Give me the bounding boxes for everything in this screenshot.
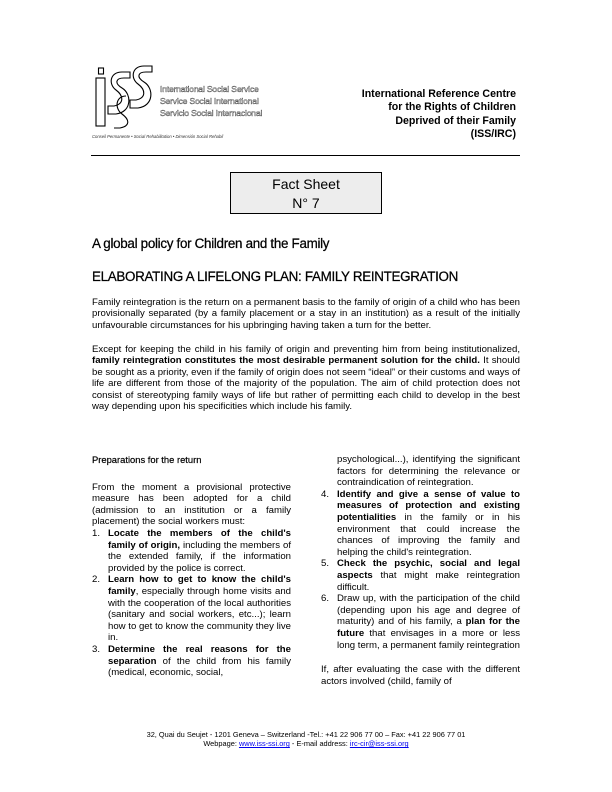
centre-line: Deprived of their Family xyxy=(395,114,516,127)
item-number: 3. xyxy=(92,643,101,655)
item-3-continued: psychological...), identifying the significant factors for determining the relevance or contraindication of reintegration. xyxy=(337,454,520,489)
email-link[interactable]: irc-cir@iss-ssi.org xyxy=(349,739,409,749)
centre-line: International Reference Centre xyxy=(361,88,516,100)
list-item xyxy=(321,558,520,593)
list-item xyxy=(321,489,520,559)
list-item xyxy=(92,574,291,644)
item-number: 5. xyxy=(321,558,330,570)
list-item xyxy=(92,528,291,574)
intro-paragraph-2 xyxy=(92,344,520,412)
document-subtitle: A global policy for Children and the Family xyxy=(92,236,330,251)
footer-address: 32, Quai du Seujet - 1201 Geneva – Switzerland -Tel.: +41 22 906 77 00 – Fax: +41 22 906 77 01 xyxy=(146,730,466,739)
item-number: 2. xyxy=(92,574,101,586)
list-item xyxy=(92,644,291,679)
item-text: including the members of the extended family, if the information provided by the police is correct. xyxy=(108,539,291,574)
document-heading: ELABORATING A LIFELONG PLAN: FAMILY REINTEGRATION xyxy=(92,269,459,284)
logo-text-english: International Social Service xyxy=(160,84,259,94)
logo-motto: Conseil Permanente • Social Rehabilitation • Dimensión Social Rehabil xyxy=(92,134,224,139)
logo-text-french: Service Social International xyxy=(160,96,259,106)
p2-emphasis: family reintegration constitutes the most desirable permanent solution for the child. xyxy=(92,355,480,367)
list-item xyxy=(321,593,520,651)
item-number: 6. xyxy=(321,593,330,605)
item-number: 4. xyxy=(321,488,330,500)
item-text: that envisages in a more or less long term, a permanent family reintegration xyxy=(337,627,520,651)
p2-text: Except for keeping the child in his family of origin and preventing him from being institutionalized, xyxy=(92,344,520,355)
item-text: , especially through home visits and with the cooperation of the local authorities (sanitary and social workers, etc...); learn how to get to know the community they live in. xyxy=(108,585,291,644)
item-bold: plan for the future xyxy=(337,616,521,639)
iss-logo-mark-icon xyxy=(92,64,158,134)
fact-sheet-title: Fact Sheet xyxy=(272,176,340,192)
item-bold: Check the psychic, social and legal aspects xyxy=(337,558,520,581)
fact-sheet-box xyxy=(230,172,382,214)
section-lead: From the moment a provisional protective measure has been adopted for a child (admission to an institution or a family placement) the social workers must: xyxy=(92,481,291,528)
website-link[interactable]: www.iss-ssi.org xyxy=(238,739,290,749)
section-title: Preparations for the return xyxy=(92,454,202,465)
left-column xyxy=(92,454,291,679)
item-text: in the family or in his environment that could increase the chances of improving the family and helping the child's reintegration. xyxy=(337,511,520,558)
centre-line: for the Rights of Children xyxy=(388,101,516,114)
item-bold: Learn how to get to know the child's family xyxy=(108,574,291,597)
centre-line: (ISS/IRC) xyxy=(470,128,516,141)
iss-logo xyxy=(92,64,282,142)
item-text: that might make reintegration difficult. xyxy=(337,569,520,593)
footer-email-label: - E-mail address: xyxy=(289,739,350,749)
item-text: Draw up, with the participation of the child (depending upon his age and degree of maturity) and of his family, a xyxy=(337,593,520,628)
item-bold: Locate the members of the child's family of origin, xyxy=(108,527,291,551)
fact-sheet-number: N° 7 xyxy=(292,195,320,211)
intro-paragraph-1: Family reintegration is the return on a permanent basis to the family of origin of a child who has been provisionally separated (by a family placement or a stay in an institution) as a result of the initially unfavourable circumstances for his upbringing having taken a turn for the better. xyxy=(92,297,520,331)
right-column xyxy=(321,454,520,687)
steps-list xyxy=(92,528,291,679)
item-number: 1. xyxy=(92,527,101,539)
steps-list-continued xyxy=(321,489,520,651)
p2-text: It should be sought as a priority, even if the family of origin does not seem “ideal” or their customs and ways of life are different from those of the majority of the population. The aim of child protection does not consist of stereotyping family ways of life but rather of permitting each child to develop in the best way depending upon his specificities which include his family. xyxy=(92,355,520,413)
footer-web-label: Webpage: xyxy=(203,739,239,749)
logo-text-spanish: Servicio Social Internacional xyxy=(160,108,263,118)
centre-name xyxy=(362,88,516,142)
item-bold: Identify and give a sense of value to measures of protection and existing potentialities xyxy=(337,488,520,523)
footer-contact xyxy=(0,739,612,748)
header-divider xyxy=(91,155,520,156)
item-text: of the child from his family (medical, economic, social, xyxy=(108,655,291,679)
closing-paragraph: If, after evaluating the case with the different actors involved (child, family of xyxy=(321,664,520,687)
page-footer xyxy=(0,730,612,749)
item-bold: Determine the real reasons for the separation xyxy=(108,643,291,667)
